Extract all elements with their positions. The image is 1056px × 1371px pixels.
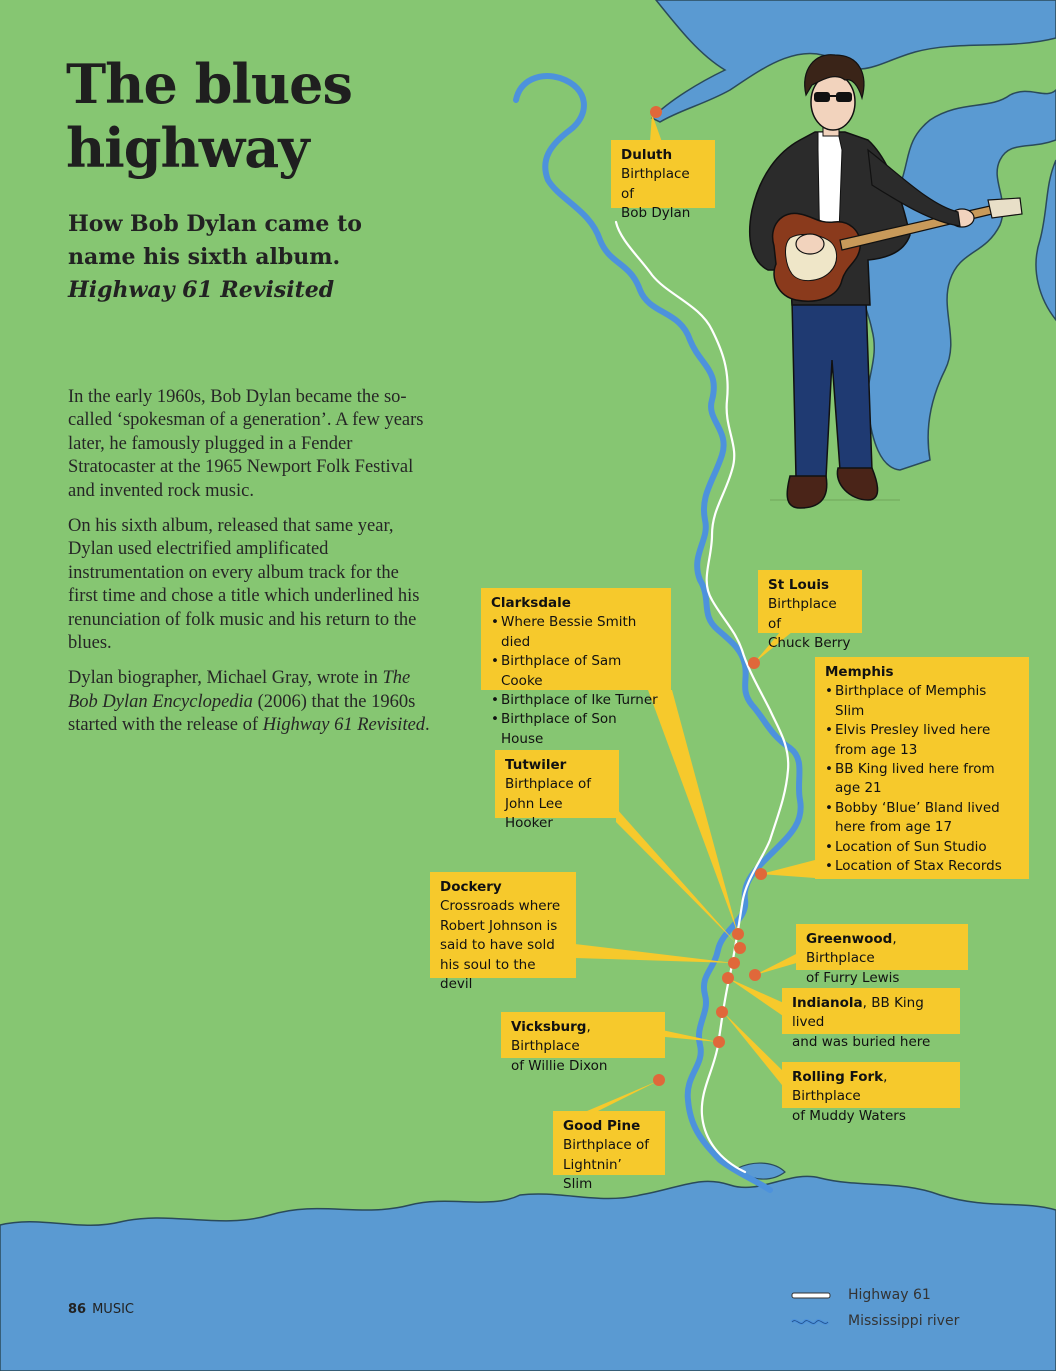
marker-rollingfork xyxy=(716,1006,728,1018)
callout-text: , Birthplace xyxy=(792,1069,888,1105)
p3-album-title: Highway 61 Revisited xyxy=(262,715,426,736)
callout-line: of Willie Dixon xyxy=(511,1057,608,1074)
callout-line: Lightnin’ Slim xyxy=(563,1156,622,1193)
callout-line: said to have sold xyxy=(440,937,555,954)
callout-line: Birthplace of xyxy=(505,776,592,793)
section-name: MUSIC xyxy=(92,1302,134,1317)
legend-label-highway: Highway 61 xyxy=(848,1287,931,1303)
page-number: 86 xyxy=(68,1302,87,1317)
callout-title: Memphis xyxy=(825,664,894,680)
callout-good-pine xyxy=(553,1111,665,1193)
marker-stlouis xyxy=(748,657,760,669)
callout-clarksdale xyxy=(481,588,671,747)
callout-duluth xyxy=(611,140,715,222)
p3-text-c: . xyxy=(425,715,430,736)
page-footer xyxy=(68,1302,134,1317)
legend-label-river: Mississippi river xyxy=(848,1313,960,1329)
callout-memphis xyxy=(815,657,1029,879)
marker-vicksburg xyxy=(713,1036,725,1048)
page-subtitle xyxy=(68,208,428,307)
callout-text: , Birthplace xyxy=(806,931,897,967)
callout-line: Robert Johnson is xyxy=(440,917,558,934)
callout-title: Rolling Fork xyxy=(792,1069,884,1085)
callout-item: • BB King lived here from age 21 xyxy=(825,760,1019,799)
intro-text xyxy=(68,386,430,750)
callout-line xyxy=(792,1068,950,1107)
callout-item: • Birthplace of Memphis Slim xyxy=(825,682,1019,721)
callout-line: Crossroads where xyxy=(440,898,561,915)
subtitle-album-title: Highway 61 Revisited xyxy=(68,277,335,303)
p3-text-b: (2006) that the 1960s started with the release of xyxy=(68,691,416,736)
intro-paragraph-2: On his sixth album, released that same year, Dylan used electrified amplificated instrumentation on every album track for the first time and chose a title which underlined his renunciation of folk music and his return to the blues. xyxy=(68,516,420,654)
river-swatch-icon xyxy=(790,1314,836,1328)
callout-line xyxy=(511,1018,655,1057)
callout-title: Dockery xyxy=(440,879,502,895)
callout-dockery xyxy=(430,872,576,993)
callout-line: Bob Dylan xyxy=(621,205,691,222)
callout-item: • Birthplace of Son House xyxy=(491,710,661,749)
callout-title: Clarksdale xyxy=(491,595,571,611)
callout-line xyxy=(792,994,950,1033)
map-legend xyxy=(790,1282,959,1334)
legend-item-river xyxy=(790,1308,959,1334)
callout-item: • Birthplace of Ike Turner xyxy=(491,691,661,710)
marker-duluth xyxy=(650,106,662,118)
callout-item: • Location of Stax Records xyxy=(825,857,1019,876)
callout-line: John Lee Hooker xyxy=(505,795,563,832)
callout-indianola xyxy=(782,988,960,1050)
callout-rolling-fork xyxy=(782,1062,960,1124)
callout-item: • Elvis Presley lived here from age 13 xyxy=(825,721,1019,760)
marker-dockery xyxy=(728,957,740,969)
callout-line: Birthplace of xyxy=(768,596,837,632)
callout-vicksburg xyxy=(501,1012,665,1074)
callout-text: , Birthplace xyxy=(511,1019,591,1055)
intro-paragraph-1: In the early 1960s, Bob Dylan became the so-called ‘spokesman of a generation’. A few years later, he famously plugged in a Fender Stratocaster at the 1965 Newport Folk Festival and invented rock music. xyxy=(68,387,424,501)
callout-item: • Bobby ‘Blue’ Bland lived here from age 17 xyxy=(825,799,1019,838)
subtitle-text: How Bob Dylan came to name his sixth album. xyxy=(68,211,362,270)
legend-item-highway xyxy=(790,1282,959,1308)
callout-line: Birthplace of xyxy=(563,1137,650,1154)
callout-item: • Birthplace of Sam Cooke xyxy=(491,652,661,691)
callout-title: St Louis xyxy=(768,577,830,593)
callout-st-louis xyxy=(758,570,862,652)
callout-line: and was buried here xyxy=(792,1033,931,1050)
callout-greenwood xyxy=(796,924,968,986)
callout-title: Duluth xyxy=(621,147,673,163)
callout-title: Indianola xyxy=(792,995,863,1011)
callout-title: Vicksburg xyxy=(511,1019,587,1035)
callout-tutwiler xyxy=(495,750,619,832)
callout-title: Tutwiler xyxy=(505,757,567,773)
callout-item: • Where Bessie Smith died xyxy=(491,613,661,652)
marker-clarksdale xyxy=(732,928,744,940)
callout-item: • Location of Sun Studio xyxy=(825,838,1019,857)
p3-text-a: Dylan biographer, Michael Gray, wrote in xyxy=(68,668,383,689)
callout-line: of Muddy Waters xyxy=(792,1107,906,1124)
intro-paragraph-3 xyxy=(68,667,430,737)
callout-text: , BB King lived xyxy=(792,995,924,1031)
page-title: The blues highway xyxy=(66,52,352,180)
marker-indianola xyxy=(722,972,734,984)
callout-line: of Furry Lewis xyxy=(806,969,900,986)
callout-title: Good Pine xyxy=(563,1118,641,1134)
callout-line xyxy=(806,930,958,969)
callout-title: Greenwood xyxy=(806,931,893,947)
callout-line: Birthplace of xyxy=(621,166,690,202)
callout-line: Chuck Berry xyxy=(768,635,851,652)
marker-memphis xyxy=(755,868,767,880)
callout-line: his soul to the devil xyxy=(440,956,536,993)
marker-tutwiler xyxy=(734,942,746,954)
p3-book-title: The Bob Dylan Encyclopedia xyxy=(68,668,411,712)
highway-swatch-icon xyxy=(790,1288,836,1302)
marker-greenwood xyxy=(749,969,761,981)
